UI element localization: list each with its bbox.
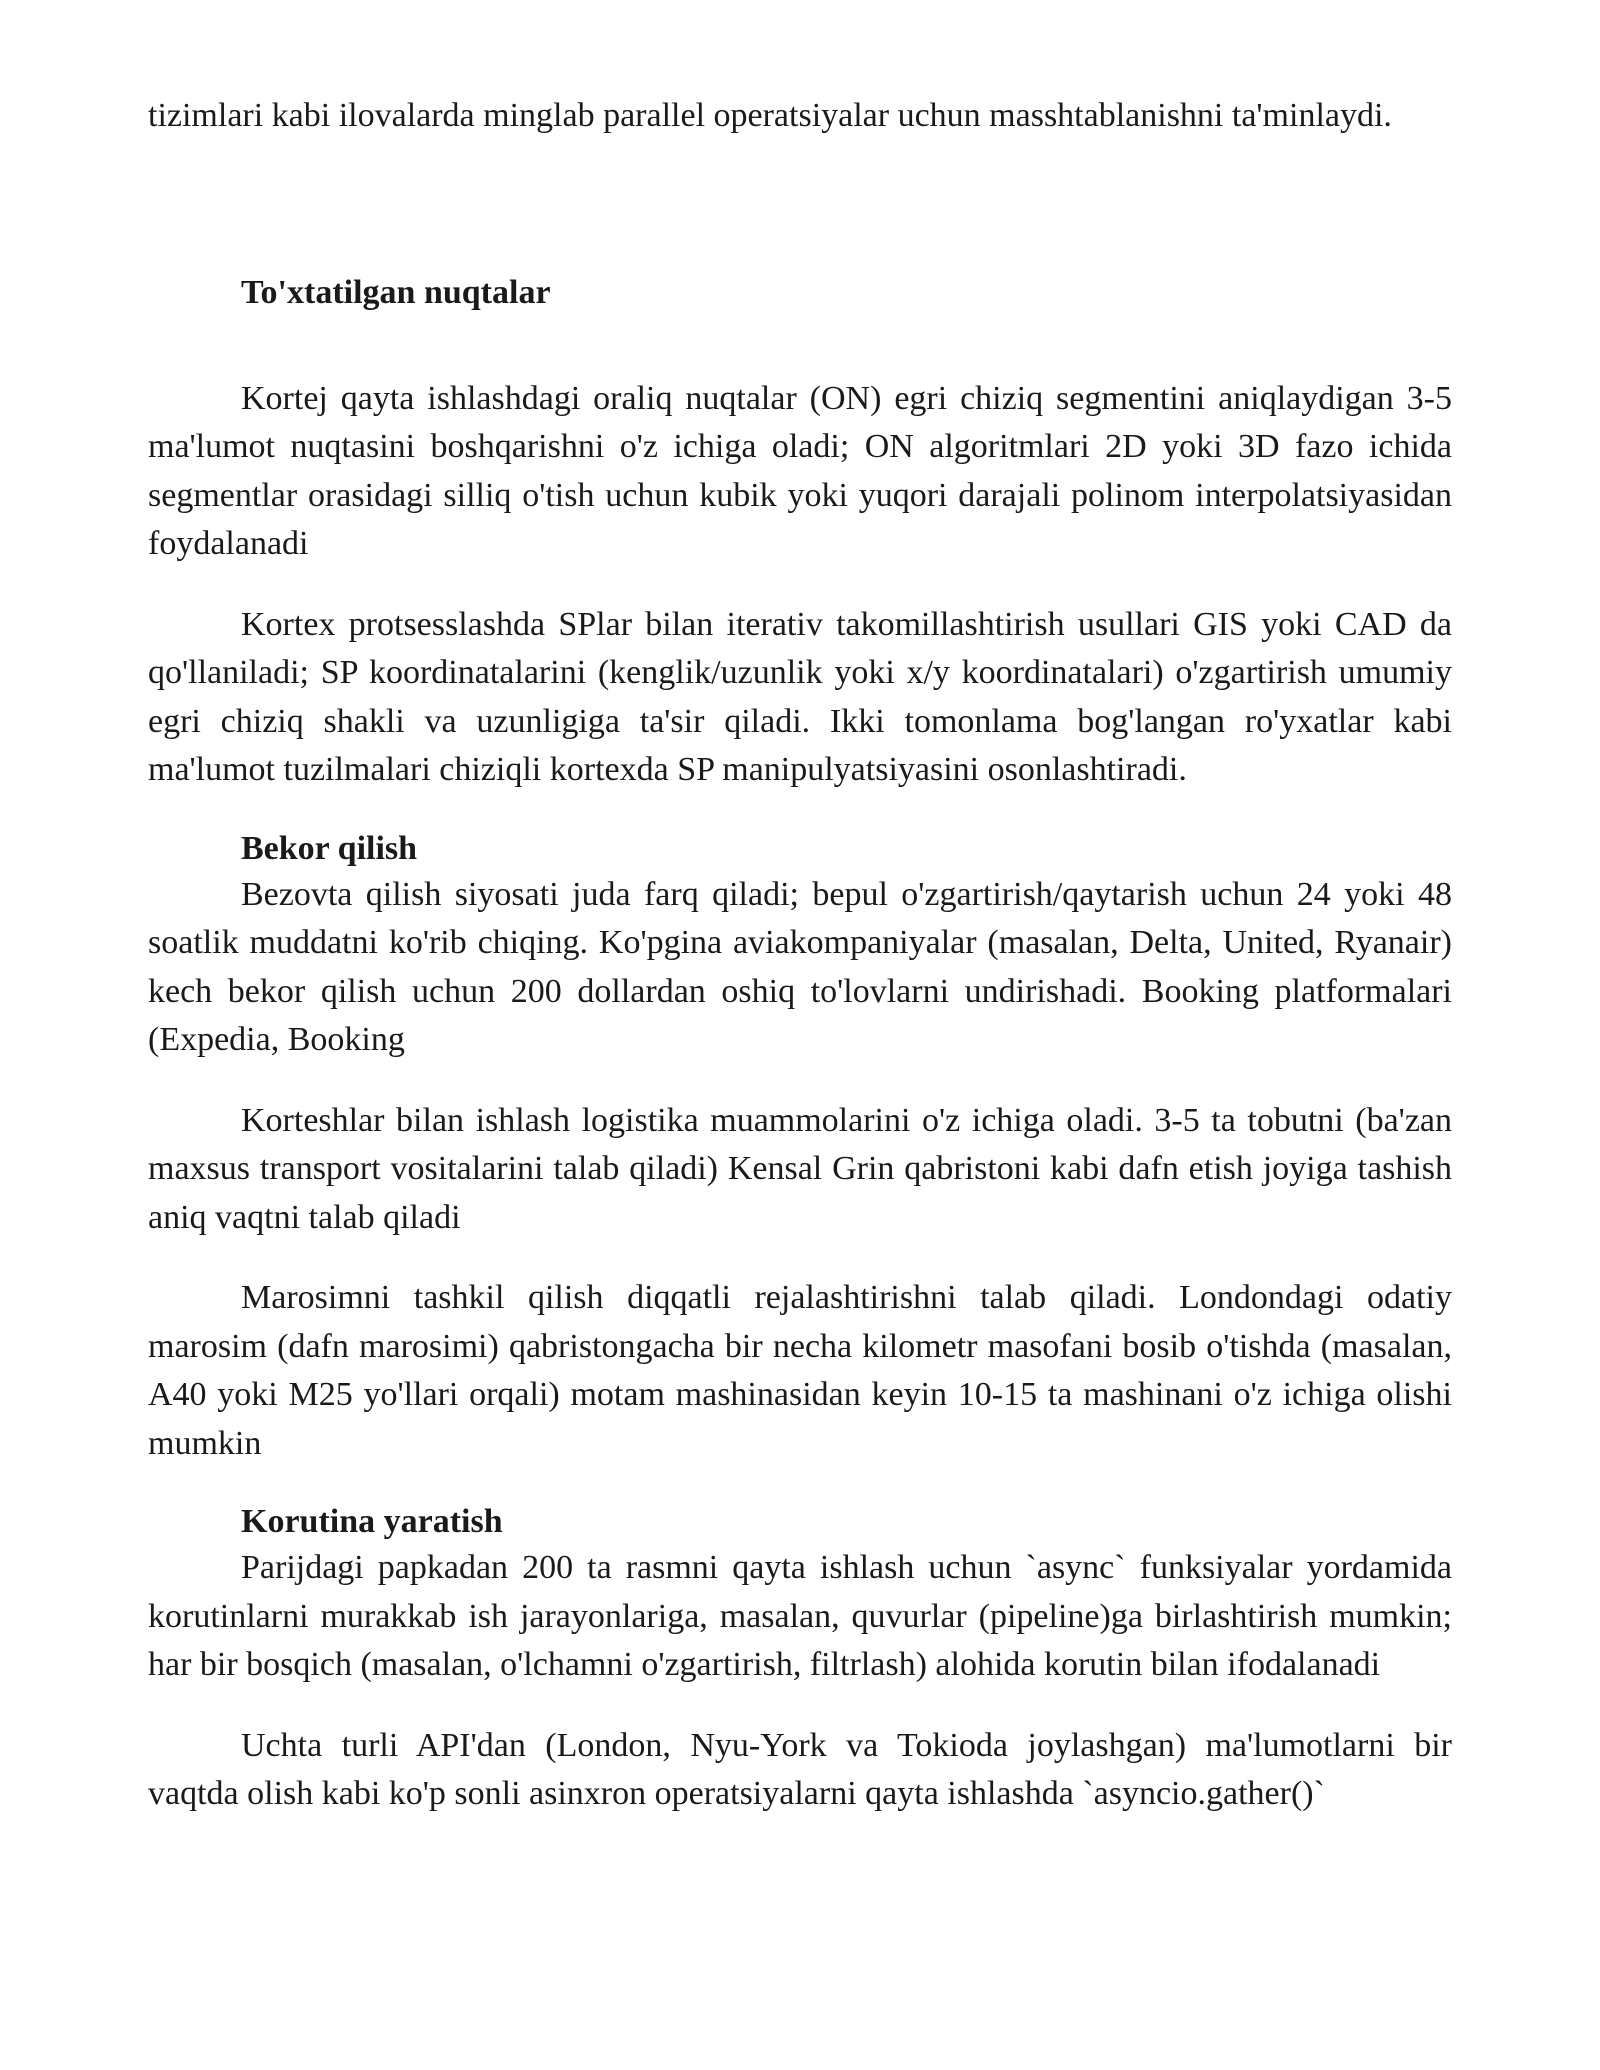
spacer	[148, 141, 1452, 271]
paragraph-bezovta-qilish: Bezovta qilish siyosati juda farq qiladi; bepul o'zgartirish/qaytarish uchun 24 yoki 48 soatlik muddatni ko'rib chiqing. Ko'pgina aviakompaniyalar (masalan, Delta, United, Ryanair) kech bekor qilish uchun 200 dollardan oshiq to'lovlarni undirishadi. Booking platformalari (Expedia, Booking	[148, 875, 1452, 1058]
spacer	[148, 1242, 1452, 1274]
paragraph-korteshlar: Korteshlar bilan ishlash logistika muammolarini o'z ichiga oladi. 3-5 ta tobutni (ba'zan maxsus transport vositalarini talab qiladi) Kensal Grin qabristoni kabi dafn etish joyiga tashish aniq vaqtni talab qiladi	[148, 1101, 1452, 1236]
spacer	[148, 569, 1452, 601]
paragraph-oraliq-nuqtalar: Kortej qayta ishlashdagi oraliq nuqtalar (ON) egri chiziq segmentini aniqlaydigan 3-5 ma'lumot nuqtasini boshqarishni o'z ichiga oladi; ON algoritmlari 2D yoki 3D fazo ichida segmentlar orasidagi silliq o'tish uchun kubik yoki yuqori darajali polinom interpolatsiyasidan foydalanadi	[148, 379, 1452, 562]
paragraph-intro-continuation: tizimlari kabi ilovalarda minglab parallel operatsiyalar uchun masshtablanishni ta'minlaydi.	[148, 97, 1392, 134]
spacer	[148, 1065, 1452, 1097]
paragraph-uchta-api: Uchta turli API'dan (London, Nyu-York va Tokioda joylashgan) ma'lumotlarni bir vaqtda olish kabi ko'p sonli asinxron operatsiyalarni qayta ishlashda `asyncio.gather()`	[148, 1726, 1452, 1812]
heading-korutina-yaratish: Korutina yaratish	[241, 1503, 503, 1540]
spacer	[148, 1468, 1452, 1500]
heading-toxtatilgan-nuqtalar: To'xtatilgan nuqtalar	[241, 273, 551, 311]
heading-bekor-qilish: Bekor qilish	[241, 829, 418, 867]
spacer	[148, 795, 1452, 827]
paragraph-kortex-protsesslash: Kortex protsesslashda SPlar bilan iterativ takomillashtirish usullari GIS yoki CAD da qo'llaniladi; SP koordinatalarini (kenglik/uzunlik yoki x/y koordinatalari) o'zgartirish umumiy egri chiziq shakli va uzunligiga ta'sir qiladi. Ikki tomonlama bog'langan ro'yxatlar kabi ma'lumot tuzilmalari chiziqli kortexda SP manipulyatsiyasini osonlashtiradi.	[148, 605, 1452, 788]
paragraph-marosim: Marosimni tashkil qilish diqqatli rejalashtirishni talab qiladi. Londondagi odatiy marosim (dafn marosimi) qabristongacha bir necha kilometr masofani bosib o'tishda (masalan, A40 yoki M25 yo'llari orqali) motam mashinasidan keyin 10-15 ta mashinani o'z ichiga olishi mumkin	[148, 1279, 1452, 1462]
spacer	[148, 1690, 1452, 1722]
spacer	[148, 315, 1452, 375]
paragraph-parijdagi-papka: Parijdagi papkadan 200 ta rasmni qayta ishlash uchun `async` funksiyalar yordamida korutinlarni murakkab ish jarayonlariga, masalan, quvurlar (pipeline)ga birlashtirish mumkin; har bir bosqich (masalan, o'lchamni o'zgartirish, filtrlash) alohida korutin bilan ifodalanadi	[148, 1549, 1452, 1683]
document-page	[148, 92, 1452, 1819]
